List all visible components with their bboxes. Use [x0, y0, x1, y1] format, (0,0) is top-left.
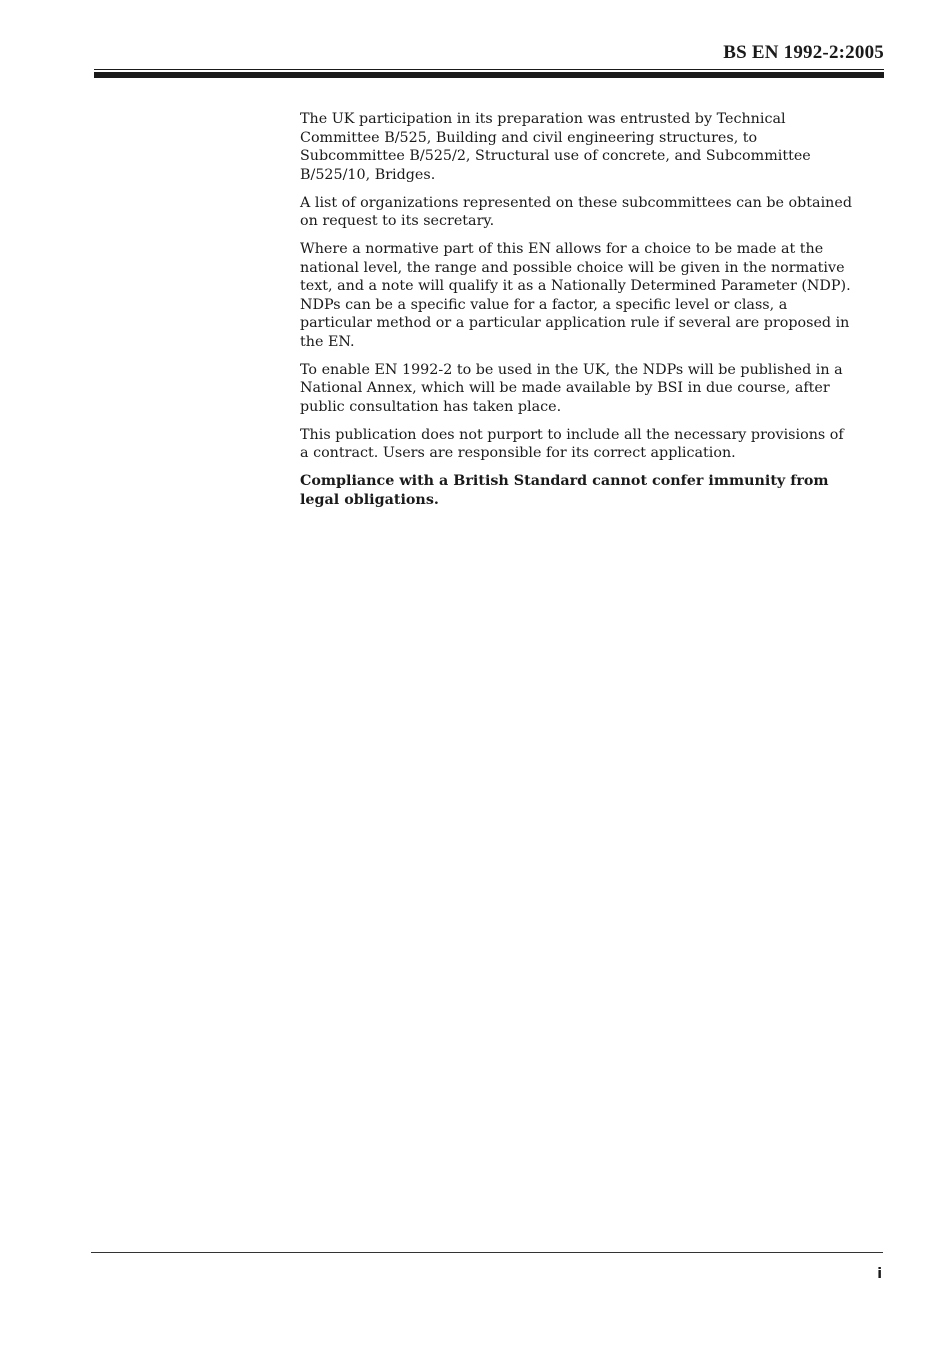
- paragraph-committee: The UK participation in its preparation was entrusted by Technical Committee B/525, Building and civil engineering structures, to Subcommittee B/525/2, Structural use of concrete, and Subcommittee B/525/10, Bridges.: [300, 111, 811, 183]
- header-divider-thick: [94, 72, 884, 78]
- page-number: i: [877, 1266, 882, 1282]
- compliance-notice: Compliance with a British Standard cannot confer immunity from legal obligations.: [300, 473, 829, 508]
- document-title: BS EN 1992-2:2005: [723, 42, 884, 63]
- paragraph-organizations: A list of organizations represented on these subcommittees can be obtained on request to its secretary.: [300, 194, 852, 229]
- paragraph-contract: This publication does not purport to include all the necessary provisions of a contract. Users are responsible for its correct application.: [300, 426, 844, 461]
- header-divider-thin: [94, 69, 884, 70]
- paragraph-ndp: Where a normative part of this EN allows for a choice to be made at the national level, the range and possible choice will be given in the normative text, and a note will qualify it as a Nationally Determined Parameter (NDP). NDPs can be a specific value for a factor, a specific level or class, a particular method or a particular application rule if several are proposed in the EN.: [300, 241, 851, 350]
- footer-divider: [91, 1252, 883, 1253]
- body-text: [300, 110, 852, 519]
- paragraph-national-annex: To enable EN 1992-2 to be used in the UK, the NDPs will be published in a National Annex, which will be made available by BSI in due course, after public consultation has taken place.: [300, 361, 843, 415]
